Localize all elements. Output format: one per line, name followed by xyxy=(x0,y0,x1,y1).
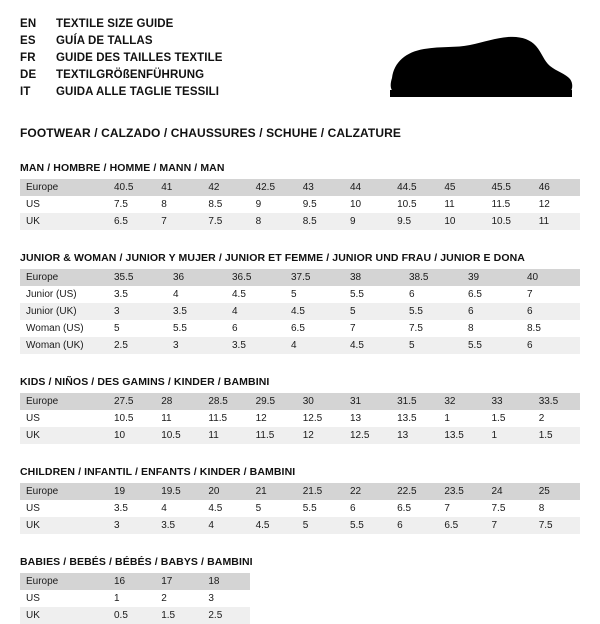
row-label: UK xyxy=(20,213,108,230)
cell: 6.5 xyxy=(397,503,412,514)
group-title: MAN / HOMBRE / HOMME / MANN / MAN xyxy=(20,162,225,174)
cell: 8.5 xyxy=(297,213,344,230)
cell: 5.5 xyxy=(302,503,317,514)
cell: 41 xyxy=(155,179,202,196)
cell: 7.5 xyxy=(533,517,580,534)
cell-empty xyxy=(438,607,485,624)
cell: 10.5 xyxy=(155,427,202,444)
language-title: GUÍA DE TALLAS xyxy=(56,35,153,47)
cell: 1 xyxy=(486,427,533,444)
cell-empty xyxy=(391,573,438,590)
cell: 7 xyxy=(444,503,450,514)
cell: 5 xyxy=(255,503,262,514)
row-label: US xyxy=(26,199,40,210)
cell: 2 xyxy=(161,593,167,604)
cell: 37.5 xyxy=(285,269,344,286)
language-title: GUIDA ALLE TAGLIE TESSILI xyxy=(56,86,220,98)
cell: 19 xyxy=(108,483,155,500)
cell: 28 xyxy=(155,393,202,410)
cell-empty xyxy=(533,607,580,624)
cell: 9.5 xyxy=(302,199,317,210)
cell: 1.5 xyxy=(491,413,506,424)
cell: 11.5 xyxy=(208,413,228,424)
table-row xyxy=(20,320,580,337)
cell: 6 xyxy=(349,503,356,514)
cell: 11 xyxy=(161,413,172,424)
cell: 12 xyxy=(538,199,550,210)
cell: 18 xyxy=(202,573,249,590)
cell: 45 xyxy=(438,179,485,196)
cell: 11 xyxy=(444,199,455,210)
size-group-children xyxy=(20,466,580,534)
cell-empty xyxy=(486,607,533,624)
cell-empty xyxy=(438,590,485,607)
language-row xyxy=(20,16,580,33)
row-label: Junior (UK) xyxy=(20,303,108,320)
table-row xyxy=(20,286,580,303)
cell: 13 xyxy=(349,413,362,424)
cell: 5 xyxy=(291,289,297,300)
cell: 5.5 xyxy=(403,303,462,320)
cell: 6.5 xyxy=(438,517,485,534)
row-label: Europe xyxy=(20,573,108,590)
cell: 6.5 xyxy=(291,323,305,334)
cell: 3.5 xyxy=(155,517,202,534)
cell: 1.5 xyxy=(533,427,580,444)
cell: 3.5 xyxy=(114,289,128,300)
cell: 10.5 xyxy=(486,213,533,230)
cell-empty xyxy=(250,607,297,624)
cell: 32 xyxy=(438,393,485,410)
language-code: DE xyxy=(20,69,37,81)
cell: 13.5 xyxy=(438,427,485,444)
cell: 23.5 xyxy=(438,483,485,500)
group-title: CHILDREN / INFANTIL / ENFANTS / KINDER / BAMBINI xyxy=(20,466,296,478)
language-code: EN xyxy=(20,18,37,30)
cell: 36.5 xyxy=(226,269,285,286)
cell: 21 xyxy=(250,483,297,500)
cell: 21.5 xyxy=(297,483,344,500)
row-label: UK xyxy=(20,427,108,444)
language-code: FR xyxy=(20,52,36,64)
cell: 11 xyxy=(533,213,580,230)
size-table xyxy=(20,179,580,230)
size-group-kids xyxy=(20,376,580,444)
cell: 4 xyxy=(226,303,285,320)
cell: 8 xyxy=(250,213,297,230)
cell: 27.5 xyxy=(108,393,155,410)
cell: 6 xyxy=(521,303,580,320)
cell: 7.5 xyxy=(409,323,423,334)
cell-empty xyxy=(344,590,391,607)
cell: 9.5 xyxy=(391,213,438,230)
cell: 4 xyxy=(202,517,249,534)
cell: 2 xyxy=(538,413,545,424)
group-title: KIDS / NIÑOS / DES GAMINS / KINDER / BAMBINI xyxy=(20,376,270,388)
cell: 46 xyxy=(533,179,580,196)
table-row xyxy=(20,410,580,427)
table-row xyxy=(20,607,580,624)
cell: 33.5 xyxy=(533,393,580,410)
cell: 3.5 xyxy=(167,303,226,320)
cell: 2.5 xyxy=(108,337,167,354)
cell: 0.5 xyxy=(108,607,155,624)
page-title: FOOTWEAR / CALZADO / CHAUSSURES / SCHUHE / CALZATURE xyxy=(20,126,401,140)
row-label: US xyxy=(26,413,40,424)
cell: 4 xyxy=(161,503,167,514)
cell-empty xyxy=(297,590,344,607)
cell: 5 xyxy=(403,337,462,354)
row-label: UK xyxy=(20,607,108,624)
cell: 1 xyxy=(114,593,120,604)
size-group-man xyxy=(20,162,580,230)
cell: 7 xyxy=(350,323,356,334)
cell: 17 xyxy=(155,573,202,590)
cell: 13.5 xyxy=(397,413,417,424)
cell: 5 xyxy=(114,323,120,334)
cell: 40.5 xyxy=(108,179,155,196)
table-row xyxy=(20,590,580,607)
cell: 11.5 xyxy=(491,199,511,210)
cell: 6 xyxy=(232,323,238,334)
cell: 4.5 xyxy=(285,303,344,320)
cell: 44 xyxy=(344,179,391,196)
cell-empty xyxy=(533,573,580,590)
cell-empty xyxy=(250,573,297,590)
dress-shoe-icon xyxy=(384,32,574,106)
table-row xyxy=(20,517,580,534)
cell: 6.5 xyxy=(468,289,482,300)
cell: 9 xyxy=(344,213,391,230)
cell: 13 xyxy=(391,427,438,444)
table-row xyxy=(20,337,580,354)
cell: 5.5 xyxy=(350,289,364,300)
cell: 5.5 xyxy=(462,337,521,354)
cell: 10 xyxy=(438,213,485,230)
cell: 12 xyxy=(255,413,267,424)
language-code: ES xyxy=(20,35,36,47)
cell-empty xyxy=(250,590,297,607)
cell-empty xyxy=(297,607,344,624)
row-label: Junior (US) xyxy=(26,289,77,300)
table-row xyxy=(20,393,580,410)
table-row xyxy=(20,179,580,196)
cell: 22 xyxy=(344,483,391,500)
cell-empty xyxy=(486,573,533,590)
language-title: TEXTILE SIZE GUIDE xyxy=(56,18,174,30)
size-table xyxy=(20,573,580,624)
cell: 20 xyxy=(202,483,249,500)
cell-empty xyxy=(344,573,391,590)
row-label: Woman (US) xyxy=(26,323,84,334)
row-label: UK xyxy=(20,517,108,534)
row-label: Europe xyxy=(20,483,108,500)
cell: 31.5 xyxy=(391,393,438,410)
cell: 7 xyxy=(486,517,533,534)
cell: 10.5 xyxy=(397,199,417,210)
cell-empty xyxy=(344,607,391,624)
cell: 5.5 xyxy=(344,517,391,534)
group-title: JUNIOR & WOMAN / JUNIOR Y MUJER / JUNIOR ET FEMME / JUNIOR UND FRAU / JUNIOR E DONA xyxy=(20,252,525,264)
cell: 10 xyxy=(108,427,155,444)
cell-empty xyxy=(486,590,533,607)
cell: 4.5 xyxy=(344,337,403,354)
cell: 3 xyxy=(108,303,167,320)
table-row xyxy=(20,213,580,230)
cell: 38.5 xyxy=(403,269,462,286)
cell: 7.5 xyxy=(491,503,506,514)
cell: 28.5 xyxy=(202,393,249,410)
language-code: IT xyxy=(20,86,31,98)
page-header xyxy=(20,16,580,112)
cell: 7.5 xyxy=(114,199,128,210)
cell: 5 xyxy=(297,517,344,534)
cell: 6 xyxy=(521,337,580,354)
cell-empty xyxy=(533,590,580,607)
cell: 3 xyxy=(208,593,214,604)
cell: 12 xyxy=(297,427,344,444)
cell: 3 xyxy=(167,337,226,354)
row-label: Europe xyxy=(20,269,108,286)
size-table xyxy=(20,269,580,354)
cell: 10 xyxy=(349,199,362,210)
cell: 11.5 xyxy=(250,427,297,444)
cell-empty xyxy=(391,607,438,624)
cell: 6.5 xyxy=(108,213,155,230)
cell: 5.5 xyxy=(173,323,187,334)
cell: 7 xyxy=(527,289,533,300)
cell: 8 xyxy=(161,199,167,210)
cell: 3 xyxy=(108,517,155,534)
cell: 24 xyxy=(486,483,533,500)
cell: 22.5 xyxy=(391,483,438,500)
cell: 25 xyxy=(533,483,580,500)
cell: 36 xyxy=(167,269,226,286)
cell: 5 xyxy=(344,303,403,320)
cell: 12.5 xyxy=(302,413,323,424)
cell: 40 xyxy=(521,269,580,286)
size-table xyxy=(20,483,580,534)
table-row xyxy=(20,303,580,320)
cell: 30 xyxy=(297,393,344,410)
cell: 38 xyxy=(344,269,403,286)
size-group-junior-woman xyxy=(20,252,580,354)
cell: 7.5 xyxy=(202,213,249,230)
table-row xyxy=(20,427,580,444)
cell: 6 xyxy=(462,303,521,320)
cell: 12.5 xyxy=(344,427,391,444)
table-row xyxy=(20,573,580,590)
cell: 8.5 xyxy=(527,323,541,334)
cell: 1.5 xyxy=(155,607,202,624)
cell-empty xyxy=(391,590,438,607)
row-label: US xyxy=(26,503,40,514)
cell: 29.5 xyxy=(250,393,297,410)
cell: 8 xyxy=(538,503,545,514)
size-group-babies xyxy=(20,556,580,624)
cell: 33 xyxy=(486,393,533,410)
cell: 43 xyxy=(297,179,344,196)
group-title: BABIES / BEBÉS / BÉBÉS / BABYS / BAMBINI xyxy=(20,556,253,568)
row-label: Europe xyxy=(20,179,108,196)
cell: 6 xyxy=(391,517,438,534)
cell-empty xyxy=(438,573,485,590)
cell: 8.5 xyxy=(208,199,223,210)
cell: 11 xyxy=(202,427,249,444)
cell-empty xyxy=(297,573,344,590)
table-row xyxy=(20,269,580,286)
cell: 35.5 xyxy=(108,269,167,286)
cell: 42 xyxy=(202,179,249,196)
cell: 10.5 xyxy=(114,413,134,424)
cell: 2.5 xyxy=(202,607,249,624)
cell: 39 xyxy=(462,269,521,286)
cell: 8 xyxy=(468,323,474,334)
table-row xyxy=(20,196,580,213)
cell: 4.5 xyxy=(208,503,223,514)
row-label: US xyxy=(26,593,40,604)
cell: 4 xyxy=(173,289,179,300)
language-title: TEXTILGRÖßENFÜHRUNG xyxy=(56,69,205,81)
cell: 9 xyxy=(255,199,262,210)
cell: 7 xyxy=(155,213,202,230)
cell: 4.5 xyxy=(232,289,246,300)
cell: 3.5 xyxy=(226,337,285,354)
cell: 6 xyxy=(409,289,415,300)
cell: 42.5 xyxy=(250,179,297,196)
cell: 45.5 xyxy=(486,179,533,196)
cell: 19.5 xyxy=(155,483,202,500)
table-row xyxy=(20,483,580,500)
cell: 1 xyxy=(444,413,450,424)
size-table xyxy=(20,393,580,444)
cell: 31 xyxy=(344,393,391,410)
cell: 44.5 xyxy=(391,179,438,196)
row-label: Woman (UK) xyxy=(20,337,108,354)
cell: 16 xyxy=(108,573,155,590)
language-title: GUIDE DES TAILLES TEXTILE xyxy=(56,52,223,64)
cell: 4.5 xyxy=(250,517,297,534)
row-label: Europe xyxy=(20,393,108,410)
cell: 3.5 xyxy=(114,503,128,514)
table-row xyxy=(20,500,580,517)
cell: 4 xyxy=(285,337,344,354)
